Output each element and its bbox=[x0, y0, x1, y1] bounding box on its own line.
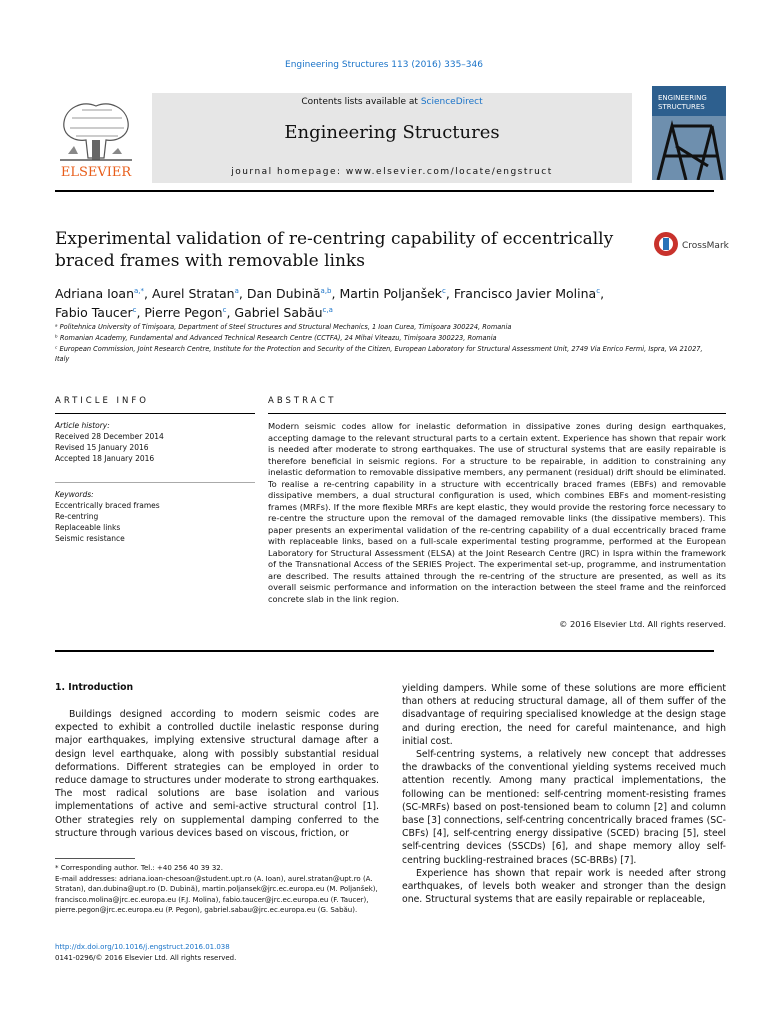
corresponding-author: * Corresponding author. Tel.: +40 256 40 39 32. bbox=[55, 864, 223, 872]
author[interactable]: Adriana Ioan$^{a,*}$ bbox=[55, 286, 145, 302]
journal-homepage[interactable]: journal homepage: www.elsevier.com/locate/engstruct bbox=[231, 167, 553, 177]
contents-line bbox=[152, 97, 632, 107]
author[interactable]: Martin Poljanšek$^c$ bbox=[339, 286, 446, 302]
footnotes bbox=[55, 863, 379, 916]
intro-paragraph: Experience has shown that repair work is needed after strong earthquakes, of levels both weaker and stronger than the design one. Structural systems that are easily repairable or replaceable, bbox=[402, 867, 726, 906]
author[interactable]: Dan Dubină$^{a,b}$ bbox=[246, 286, 332, 302]
author[interactable]: Fabio Taucer$^c$ bbox=[55, 305, 137, 321]
keyword: Eccentrically braced frames bbox=[55, 501, 160, 510]
keyword: Seismic resistance bbox=[55, 534, 125, 543]
email-addresses[interactable]: E-mail addresses: adriana.ioan-chesoan@student.upt.ro (A. Ioan), aurel.stratan@upt.ro (A. Stratan), dan.dubina@upt.ro (D. Dubină), martin.poljansek@jrc.ec.europa.eu (M. Poljanšek), francisco.molina@jrc.ec.europa.eu (F.J. Molina), fabio.taucer@jrc.ec.europa.eu (F. Taucer), pierre.pegon@jrc.ec.europa.eu (P. Pegon), gabriel.sabau@jrc.ec.europa.eu (G. Sabău). bbox=[55, 874, 378, 914]
affiliation-b: ᵇ Romanian Academy, Fundamental and Advanced Technical Research Centre (CCTFA), 24 Mihai Viteazu, Timişoara 300223, Romania bbox=[55, 334, 497, 342]
article-history bbox=[55, 420, 255, 464]
publisher-name: ELSEVIER bbox=[60, 165, 132, 180]
received-date: Received 28 December 2014 bbox=[55, 432, 164, 441]
elsevier-logo bbox=[52, 88, 140, 182]
footnote-rule bbox=[55, 858, 135, 859]
affiliation-a: ᵃ Politehnica University of Timişoara, Department of Steel Structures and Structural Mechanics, 1 Ioan Curea, Timişoara 300224, Romania bbox=[55, 323, 512, 331]
author-line-1: Adriana Ioan$^{a,*}$, Aurel Stratan$^a$, Dan Dubină$^{a,b}$, Martin Poljanšek$^c$, Francisco Javier Molina$^c$, bbox=[55, 286, 605, 302]
article-title: Experimental validation of re-centring capability of eccentrically braced frames with removable links bbox=[55, 229, 614, 271]
article-info-header: ARTICLE INFO bbox=[55, 396, 149, 406]
intro-paragraph: Self-centring systems, a relatively new concept that addresses the drawbacks of the conventional yielding systems received much attention recently. Among many practical implementations, the following can be mentioned: self-centring moment-resisting frames (SC-MRFs) based on post-tensioned beam to column [2] and column base [3] connections, self-centring concentrically braced frames (SC-CBFs) [4], self-centring energy dissipative (SCED) bracing [5], steel self-centring devices (SSCDs) [6], and shape memory alloy self-centring buckling-restrained braces (SC-BRBs) [7]. bbox=[402, 749, 726, 866]
history-label: Article history: bbox=[55, 421, 110, 430]
journal-reference[interactable]: Engineering Structures 113 (2016) 335–346 bbox=[285, 60, 483, 70]
keyword: Re-centring bbox=[55, 512, 99, 521]
accepted-date: Accepted 18 January 2016 bbox=[55, 454, 155, 463]
intro-left-column bbox=[55, 708, 379, 840]
author[interactable]: Aurel Stratan$^a$ bbox=[151, 286, 239, 302]
abstract-rule bbox=[268, 413, 726, 414]
issn-line: 0141-0296/© 2016 Elsevier Ltd. All rights reserved. bbox=[55, 953, 237, 962]
author[interactable]: Francisco Javier Molina$^c$ bbox=[453, 286, 601, 302]
doi-block bbox=[55, 942, 379, 963]
keywords-label: Keywords: bbox=[55, 490, 94, 499]
author[interactable]: Pierre Pegon$^c$ bbox=[144, 305, 227, 321]
doi-link[interactable]: http://dx.doi.org/10.1016/j.engstruct.2016.01.038 bbox=[55, 943, 230, 951]
cover-title-2: STRUCTURES bbox=[658, 103, 705, 111]
copyright-notice: © 2016 Elsevier Ltd. All rights reserved. bbox=[559, 619, 726, 629]
affiliation-c: ᶜ European Commission, Joint Research Centre, Institute for the Protection and Security of the Citizen, European Laboratory for Structural Assessment Unit, 2749 Via Enrico Fermi, Ispra, VA 21027, Italy bbox=[55, 345, 703, 363]
abstract-header: ABSTRACT bbox=[268, 396, 337, 406]
abstract-text: Modern seismic codes allow for inelastic deformation in dissipative zones during design earthquakes, accepting damage to the relevant structural parts to a certain extent. Experience has shown that repair work is needed after moderate to strong earthquakes. The use of structural systems that are easily repairable is therefore beneficial in seismic regions. For a structure to be repairable, in addition to constraining any inelastic deformation to removable dissipative members, any permanent (residual) drift should be eliminated. To realise a re-centring capability in a structure with eccentrically braced frames (EBFs) and removable dissipative members, a dual structural configuration is used, which combines EBFs and moment-resisting frames (MRFs). If the more flexible MRFs are kept elastic, they would provide the restoring force necessary to re-centre the structure upon the removal of the damaged removable links (the dissipative members). This paper presents an experimental validation of the re-centring capability of a dual eccentrically braced frame with replaceable links, based on a full-scale experimental testing programme, performed at the European Laboratory for Structural Assessment (ELSA) at the Joint Research Centre (JRC) in Ispra within the framework of the Transnational Access of the SERIES Project. The experimental set-up, programme, and instrumentation are described. The results attained through the re-centring of the structure are presented, as well as its overall seismic performance and information on the interaction between the steel frame and the reinforced concrete slab in the link region. bbox=[268, 421, 726, 604]
author-list bbox=[55, 283, 715, 321]
contents-prefix: Contents lists available at bbox=[301, 97, 421, 107]
author-line-2: Fabio Taucer$^c$, Pierre Pegon$^c$, Gabriel Sabău$^{c,a}$ bbox=[55, 305, 333, 321]
keywords-block bbox=[55, 489, 255, 544]
keywords-rule bbox=[55, 482, 255, 483]
author[interactable]: Gabriel Sabău$^{c,a}$ bbox=[234, 305, 333, 321]
intro-paragraph: yielding dampers. While some of these solutions are more efficient than others at reducing structural damage, all of them suffer of the disadvantage of requiring specialised knowledge at the design stage and during erection, the need for careful maintenance, and high initial cost. bbox=[402, 683, 726, 747]
intro-right-column bbox=[402, 682, 726, 906]
info-rule bbox=[55, 413, 255, 414]
keyword: Replaceable links bbox=[55, 523, 121, 532]
journal-name: Engineering Structures bbox=[284, 122, 500, 143]
header-rule bbox=[55, 190, 714, 192]
intro-paragraph: Buildings designed according to modern seismic codes are expected to exhibit a controlled ductile inelastic response during major earthquakes, implying extensive structural damage after a design level earthquake, along with possibly substantial residual deformations. Different strategies can be employed in order to reduce damage to structures under moderate to strong earthquakes. The most radical solutions are base isolation and various implementations of active and semi-active structural control [1]. Other strategies rely on supplemental damping conferred to the structure through various devices based on viscous, friction, or bbox=[55, 709, 379, 839]
crossmark-label: CrossMark bbox=[682, 241, 729, 251]
journal-cover-thumbnail bbox=[652, 86, 726, 180]
body-rule bbox=[55, 650, 714, 652]
crossmark-badge[interactable] bbox=[652, 228, 732, 260]
revised-date: Revised 15 January 2016 bbox=[55, 443, 149, 452]
cover-title-1: ENGINEERING bbox=[658, 94, 707, 102]
sciencedirect-link[interactable]: ScienceDirect bbox=[420, 97, 483, 107]
section-heading: 1. Introduction bbox=[55, 682, 134, 693]
